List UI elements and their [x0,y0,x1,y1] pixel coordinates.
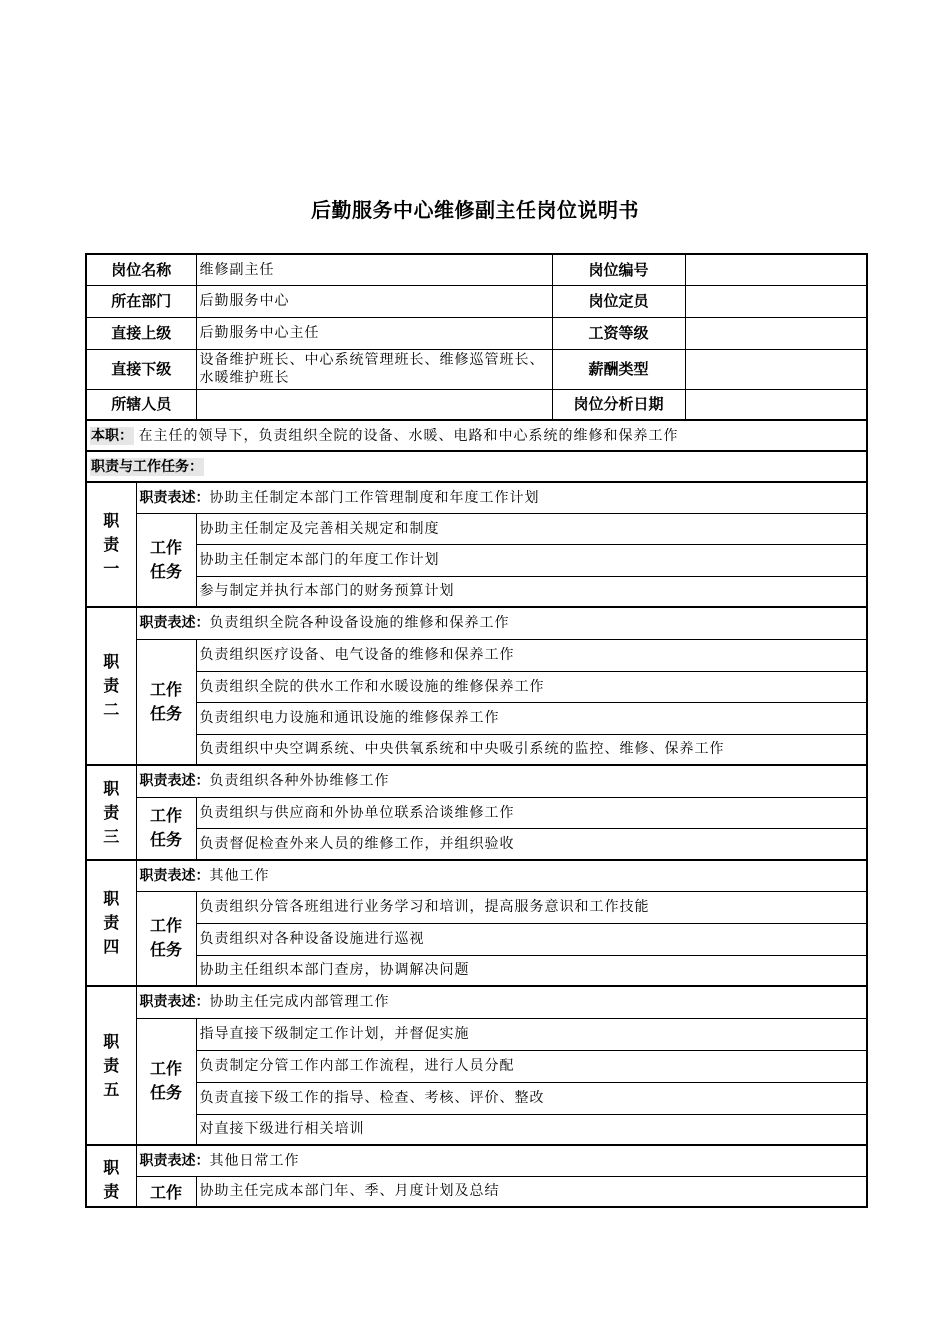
task-label: 工作 任务 [136,513,196,607]
duty-name-1: 职 责 一 [86,482,136,607]
value-position-code [685,254,867,285]
duty-statement: 职责表述：协助主任完成内部管理工作 [136,986,867,1018]
label-analysis-date: 岗位分析日期 [552,389,685,420]
task-item: 协助主任制定本部门的年度工作计划 [196,544,867,576]
task-item: 负责直接下级工作的指导、检查、考核、评价、整改 [196,1082,867,1114]
task-label: 工作 任务 [136,891,196,986]
duty-statement-row [86,607,867,639]
task-item: 协助主任组织本部门查房，协调解决问题 [196,955,867,986]
summary-text: 在主任的领导下，负责组织全院的设备、水暖、电路和中心系统的维修和保养工作 [138,427,679,444]
task-item: 对直接下级进行相关培训 [196,1114,867,1145]
duty-statement: 职责表述：其他日常工作 [136,1145,867,1176]
duty-name-5: 职 责 五 [86,986,136,1145]
task-item: 协助主任完成本部门年、季、月度计划及总结 [196,1176,867,1207]
value-subordinates: 设备维护班长、中心系统管理班长、维修巡管班长、水暖维护班长 [196,349,552,389]
label-salary-grade: 工资等级 [552,317,685,349]
task-item: 协助主任制定及完善相关规定和制度 [196,513,867,544]
task-label: 工作 任务 [136,797,196,860]
value-analysis-date [685,389,867,420]
label-department: 所在部门 [86,285,196,317]
task-item: 负责督促检查外来人员的维修工作，并组织验收 [196,828,867,860]
label-subordinates: 直接下级 [86,349,196,389]
label-pay-type: 薪酬类型 [552,349,685,389]
summary-row [86,420,867,451]
task-item: 负责组织医疗设备、电气设备的维修和保养工作 [196,639,867,671]
duty-name-3: 职 责 三 [86,765,136,860]
task-item: 指导直接下级制定工作计划，并督促实施 [196,1018,867,1050]
task-item: 负责组织中央空调系统、中央供氧系统和中央吸引系统的监控、维修、保养工作 [196,734,867,765]
label-position-name: 岗位名称 [86,254,196,285]
basic-row [86,317,867,349]
task-item: 负责组织电力设施和通讯设施的维修保养工作 [196,702,867,734]
duty-statement: 职责表述：协助主任制定本部门工作管理制度和年度工作计划 [136,482,867,513]
document-title: 后勤服务中心维修副主任岗位说明书 [311,198,639,222]
value-headcount [685,285,867,317]
basic-row [86,254,867,285]
job-description-table [85,253,866,1208]
duty-statement-row [86,986,867,1018]
duty-statement: 职责表述：其他工作 [136,860,867,891]
task-label: 工作 任务 [136,639,196,765]
task-item: 负责组织对各种设备设施进行巡视 [196,923,867,955]
task-item: 负责组织全院的供水工作和水暖设施的维修保养工作 [196,671,867,702]
duties-header-row [86,451,867,482]
duty-name-4: 职 责 四 [86,860,136,986]
task-label: 工作 [136,1176,196,1207]
label-position-code: 岗位编号 [552,254,685,285]
task-item: 负责组织分管各班组进行业务学习和培训，提高服务意识和工作技能 [196,891,867,923]
value-department: 后勤服务中心 [196,285,552,317]
basic-row [86,285,867,317]
duty-name-2: 职 责 二 [86,607,136,765]
duties-header: 职责与工作任务： [91,458,203,475]
value-position-name: 维修副主任 [196,254,552,285]
summary-label: 本职： [91,427,133,444]
label-staff: 所辖人员 [86,389,196,420]
duty-statement: 职责表述：负责组织各种外协维修工作 [136,765,867,797]
task-item: 参与制定并执行本部门的财务预算计划 [196,576,867,607]
basic-row [86,389,867,420]
value-pay-type [685,349,867,389]
duty-statement: 职责表述：负责组织全院各种设备设施的维修和保养工作 [136,607,867,639]
label-headcount: 岗位定员 [552,285,685,317]
duty-statement-row [86,860,867,891]
duty-statement-row [86,765,867,797]
task-item: 负责制定分管工作内部工作流程，进行人员分配 [196,1050,867,1082]
value-supervisor: 后勤服务中心主任 [196,317,552,349]
duty-statement-row [86,482,867,513]
duty-name-6: 职 责 [86,1145,136,1207]
value-staff [196,389,552,420]
duty-statement-row [86,1145,867,1176]
value-salary-grade [685,317,867,349]
basic-row [86,349,867,389]
label-supervisor: 直接上级 [86,317,196,349]
task-label: 工作 任务 [136,1018,196,1145]
task-item: 负责组织与供应商和外协单位联系洽谈维修工作 [196,797,867,828]
